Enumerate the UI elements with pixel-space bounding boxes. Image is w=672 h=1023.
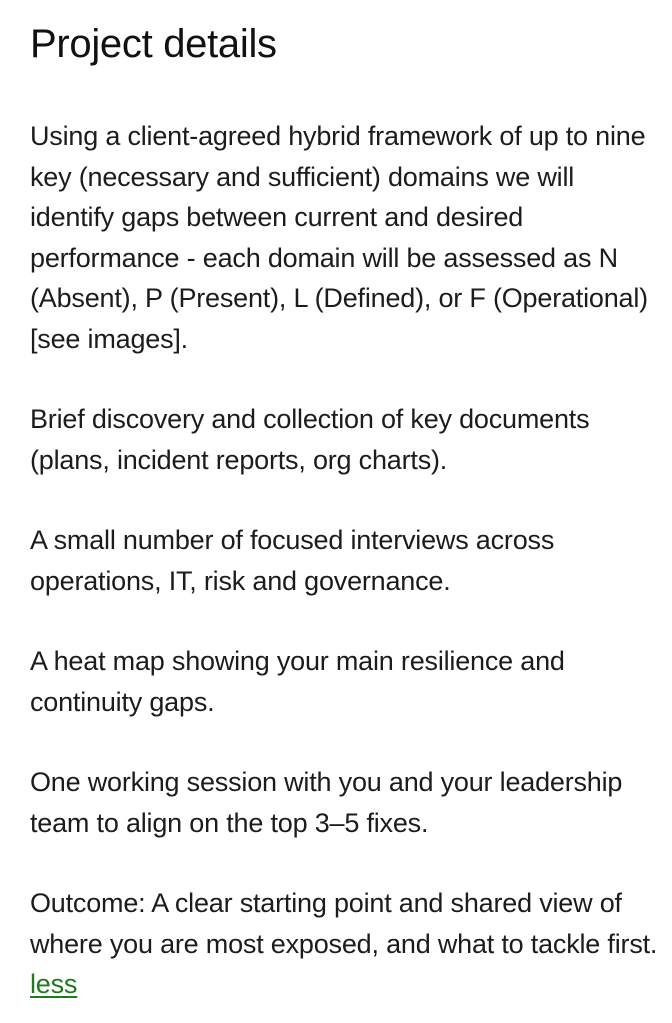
description-paragraph-interviews: A small number of focused interviews across operations, IT, risk and governance. <box>30 525 555 596</box>
description-paragraph-discovery: Brief discovery and collection of key documents (plans, incident reports, org charts). <box>30 404 590 475</box>
description-paragraph-framework: Using a client-agreed hybrid framework of up to nine key (necessary and sufficient) domains we will identify gaps between current and desired performance - each domain will be assessed as N (Absent), P (Present), L (Defined), or F (Operational) [see images]. <box>30 121 648 354</box>
outcome-text: Outcome: A clear starting point and shared view of where you are most exposed, and what to tackle first. <box>30 888 658 959</box>
show-less-link[interactable]: less <box>30 969 78 999</box>
project-description <box>30 116 662 1005</box>
description-paragraph-heat-map: A heat map showing your main resilience and continuity gaps. <box>30 646 565 717</box>
page-title: Project details <box>30 22 277 66</box>
description-paragraph-working-session: One working session with you and your leadership team to align on the top 3–5 fixes. <box>30 767 623 838</box>
description-paragraph-outcome <box>30 883 662 1005</box>
